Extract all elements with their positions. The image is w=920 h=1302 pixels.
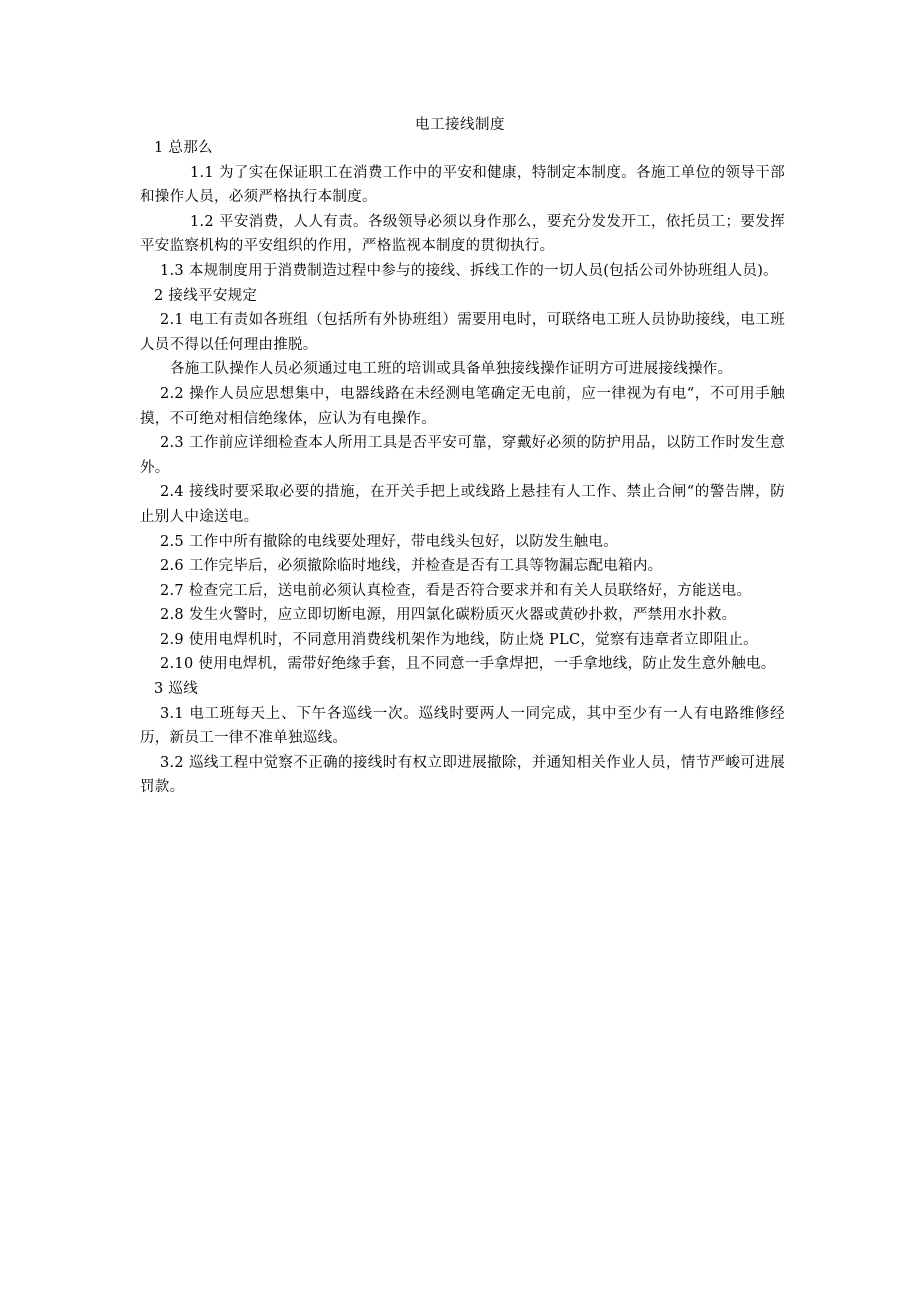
- section-heading-3: 3 巡线: [154, 681, 199, 698]
- paragraph-3-2: 3.2 巡线工程中觉察不正确的接线时有权立即进展撤除，并通知相关作业人员，情节严峻可进展罚款。: [140, 754, 785, 796]
- paragraph-1-2: 1.2 平安消费，人人有责。各级领导必须以身作那么，要充分发发开工，依托员工；要发挥平安监察机构的平安组织的作用，严格监视本制度的贯彻执行。: [140, 213, 785, 255]
- paragraph-2-7: 2.7 检查完工后，送电前必须认真检查，看是否符合要求并和有关人员联络好，方能送电。: [160, 582, 752, 599]
- paragraph-3-1: 3.1 电工班每天上、下午各巡线一次。巡线时要两人一同完成，其中至少有一人有电路维修经历，新员工一律不准单独巡线。: [140, 705, 785, 747]
- paragraph-2-1b: 各施工队操作人员必须通过电工班的培训或具备单独接线操作证明方可进展接线操作。: [170, 361, 733, 378]
- document-title: 电工接线制度: [415, 117, 505, 133]
- paragraph-2-6: 2.6 工作完毕后，必须撤除临时地线，并检查是否有工具等物漏忘配电箱内。: [160, 558, 663, 575]
- paragraph-1-1: 1.1 为了实在保证职工在消费工作中的平安和健康，特制定本制度。各施工单位的领导干部和操作人员，必须严格执行本制度。: [140, 164, 785, 206]
- paragraph-2-9: 2.9 使用电焊机时，不同意用消费线机架作为地线，防止烧 PLC，觉察有违章者立即阻止。: [160, 631, 758, 648]
- paragraph-2-5: 2.5 工作中所有撤除的电线要处理好，带电线头包好，以防发生触电。: [160, 533, 619, 550]
- paragraph-2-4: 2.4 接线时要采取必要的措施，在开关手把上或线路上悬挂有人工作、禁止合闸“的警告牌，防止别人中途送电。: [140, 484, 785, 525]
- paragraph-2-8: 2.8 发生火警时，应立即切断电源，用四氯化碳粉质灭火器或黄砂扑救，严禁用水扑救。: [160, 607, 737, 624]
- paragraph-1-3: 1.3 本规制度用于消费制造过程中参与的接线、拆线工作的一切人员(包括公司外协班组人员)。: [160, 262, 778, 279]
- paragraph-2-3: 2.3 工作前应详细检查本人所用工具是否平安可靠，穿戴好必须的防护用品，以防工作时发生意外。: [140, 435, 785, 476]
- paragraph-2-2: 2.2 操作人员应思想集中，电器线路在未经测电笔确定无电前，应一律视为有电“，不可用手触摸，不可绝对相信绝缘体，应认为有电操作。: [140, 385, 785, 427]
- section-heading-1: 1 总那么: [154, 140, 213, 156]
- paragraph-2-1: 2.1 电工有责如各班组（包括所有外协班组）需要用电时，可联络电工班人员协助接线，电工班人员不得以任何理由推脱。: [140, 312, 785, 353]
- section-heading-2: 2 接线平安规定: [154, 287, 258, 304]
- document-body: [140, 136, 785, 800]
- paragraph-2-10: 2.10 使用电焊机，需带好绝缘手套，且不同意一手拿焊把，一手拿地线，防止发生意外触电。: [160, 656, 776, 673]
